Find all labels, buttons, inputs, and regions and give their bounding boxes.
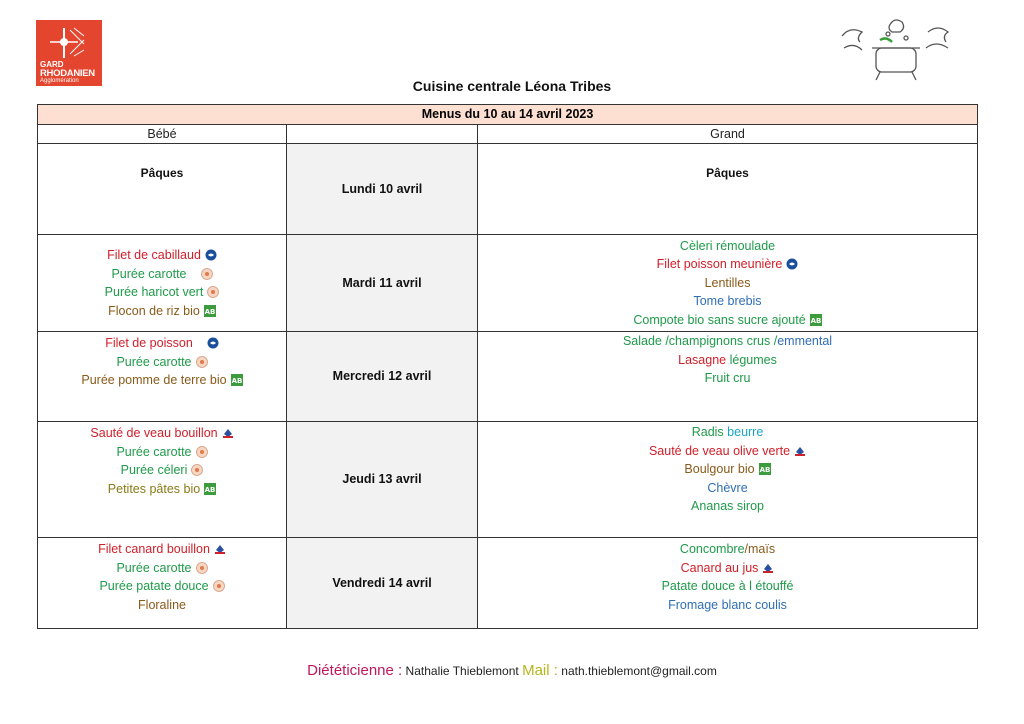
homemade-icon — [213, 580, 225, 592]
menu-item-text: Purée carotte — [116, 560, 192, 575]
fish-label-icon — [205, 249, 217, 261]
mail-address[interactable]: nath.thieblemont@gmail.com — [561, 664, 717, 678]
menu-item-text: Filet canard bouillon — [98, 542, 210, 556]
menu-item — [478, 351, 977, 370]
menu-item-text: /maïs — [744, 542, 776, 556]
menu-item — [478, 442, 977, 461]
menu-item: Lentilles — [704, 275, 751, 290]
dietitian-name: Nathalie Thieblemont — [405, 664, 519, 678]
menu-item-text: Purée carotte — [111, 266, 187, 281]
column-bebe: Bébé — [38, 124, 287, 144]
menu-item — [478, 332, 977, 351]
day-cell: Jeudi 13 avril — [287, 422, 478, 538]
menu-item — [38, 461, 286, 480]
grand-menu-cell — [478, 538, 978, 629]
logo-text-line1: GARD — [40, 60, 64, 69]
svg-text:AB: AB — [204, 307, 216, 316]
french-meat-icon — [794, 445, 806, 457]
menu-item — [478, 559, 977, 578]
menu-header: Menus du 10 au 14 avril 2023 — [38, 105, 978, 125]
menu-item — [38, 480, 286, 499]
menu-item: Chèvre — [707, 480, 748, 495]
grand-menu-cell — [478, 332, 978, 422]
menu-item — [478, 540, 977, 559]
menu-item-text: Petites pâtes bio — [107, 481, 201, 496]
day-cell: Vendredi 14 avril — [287, 538, 478, 629]
menu-item — [38, 283, 286, 302]
menu-item — [38, 265, 286, 284]
menu-item: Cèleri rémoulade — [679, 238, 776, 253]
grand-menu-cell — [478, 422, 978, 538]
homemade-icon — [207, 286, 219, 298]
page-title: Cuisine centrale Léona Tribes — [412, 78, 612, 94]
svg-text:AB: AB — [204, 485, 216, 494]
menu-item — [38, 424, 286, 443]
menu-row-vendredi — [38, 538, 978, 629]
menu-row-mardi — [38, 235, 978, 332]
menu-item-text: Filet de poisson — [105, 336, 193, 350]
bebe-menu-cell — [38, 422, 287, 538]
column-day — [287, 124, 478, 144]
bebe-menu-cell — [38, 332, 287, 422]
column-grand: Grand — [478, 124, 978, 144]
bebe-menu-cell — [38, 235, 287, 332]
menu-item-text: Purée pomme de terre bio — [81, 373, 227, 387]
bebe-menu-cell — [38, 538, 287, 629]
mail-label: Mail : — [522, 662, 558, 679]
svg-text:AB: AB — [759, 466, 770, 474]
fish-label-icon — [207, 337, 219, 349]
homemade-icon — [191, 464, 203, 476]
menu-item-text: beurre — [723, 425, 764, 439]
menu-header-row — [38, 105, 978, 125]
organic-ab-icon — [810, 314, 822, 326]
menu-item-text: Sauté de veau olive verte — [648, 443, 791, 458]
organic-ab-icon — [204, 305, 216, 317]
menu-row-lundi — [38, 144, 978, 235]
logo-text-line3: Agglomération — [40, 78, 79, 84]
menu-item: Floraline — [138, 597, 186, 612]
french-meat-icon — [762, 562, 774, 574]
menu-item-text: Concombre — [679, 542, 745, 556]
homemade-icon — [201, 268, 213, 280]
menu-item — [38, 443, 286, 462]
grand-menu-cell — [478, 144, 978, 235]
menu-item-text: Purée carotte — [116, 354, 192, 369]
french-meat-icon — [214, 543, 226, 555]
menu-item: Pâques — [140, 166, 184, 180]
menu-item — [478, 311, 977, 330]
menu-item — [38, 334, 286, 353]
menu-table — [37, 104, 978, 629]
menu-item-text: Lasagne — [678, 352, 727, 367]
menu-item — [38, 559, 286, 578]
gard-rhodanien-logo — [36, 20, 102, 86]
menu-row-mercredi — [38, 332, 978, 422]
homemade-icon — [196, 446, 208, 458]
menu-item-text: Filet poisson meunière — [656, 257, 783, 272]
menu-item-text: Flocon de riz bio — [108, 303, 200, 318]
svg-text:AB: AB — [810, 316, 822, 325]
menu-item-text: Boulgour bio — [684, 462, 755, 476]
menu-item: Tome brebis — [693, 294, 762, 309]
french-meat-icon — [222, 427, 234, 439]
menu-row-jeudi — [38, 422, 978, 538]
menu-item — [38, 371, 286, 390]
column-header-row — [38, 124, 978, 144]
bebe-menu-cell — [38, 144, 287, 235]
menu-item: Pâques — [706, 166, 749, 180]
homemade-icon — [196, 356, 208, 368]
menu-item — [38, 540, 286, 559]
menu-item — [478, 255, 977, 274]
menu-item-text: Purée patate douce — [99, 579, 209, 593]
menu-item — [38, 302, 286, 321]
menu-item-text: Sauté de veau bouillon — [90, 426, 218, 440]
svg-text:AB: AB — [231, 377, 242, 385]
grand-menu-cell — [478, 235, 978, 332]
logo-mark-icon — [50, 26, 86, 60]
day-cell: Lundi 10 avril — [287, 144, 478, 235]
day-cell: Mardi 11 avril — [287, 235, 478, 332]
menu-item-text: Purée carotte — [116, 444, 192, 459]
menu-item: Ananas sirop — [691, 499, 764, 513]
logo-text-line2: RHODANIEN — [40, 68, 95, 79]
organic-ab-icon — [204, 483, 216, 495]
fish-label-icon — [786, 258, 798, 270]
homemade-icon — [196, 562, 208, 574]
menu-item-text: Purée céleri — [120, 463, 188, 477]
footer — [0, 662, 1024, 679]
organic-ab-icon — [231, 374, 243, 386]
menu-item — [38, 577, 286, 596]
menu-item-text: emmental — [777, 334, 833, 348]
menu-item-text: Purée haricot vert — [104, 285, 204, 299]
organic-ab-icon — [759, 463, 771, 475]
menu-item: Patate douce à l étouffé — [661, 579, 794, 593]
menu-item — [38, 246, 286, 265]
menu-item-text: Canard au jus — [680, 560, 759, 575]
day-cell: Mercredi 12 avril — [287, 332, 478, 422]
menu-item-text: Radis — [691, 425, 724, 439]
menu-item-text: Salade /champignons crus / — [622, 334, 778, 348]
menu-item-text: légumes — [726, 352, 777, 367]
menu-item-text: Compote bio sans sucre ajouté — [633, 312, 806, 327]
menu-item-text: Filet de cabillaud — [107, 248, 201, 262]
dietitian-label: Diététicienne : — [307, 662, 403, 679]
menu-item — [478, 423, 977, 442]
menu-item — [478, 460, 977, 479]
menu-item: Fruit cru — [704, 371, 751, 385]
menu-item: Fromage blanc coulis — [668, 597, 787, 612]
chef-pot-icon — [836, 18, 954, 84]
menu-item — [38, 353, 286, 372]
